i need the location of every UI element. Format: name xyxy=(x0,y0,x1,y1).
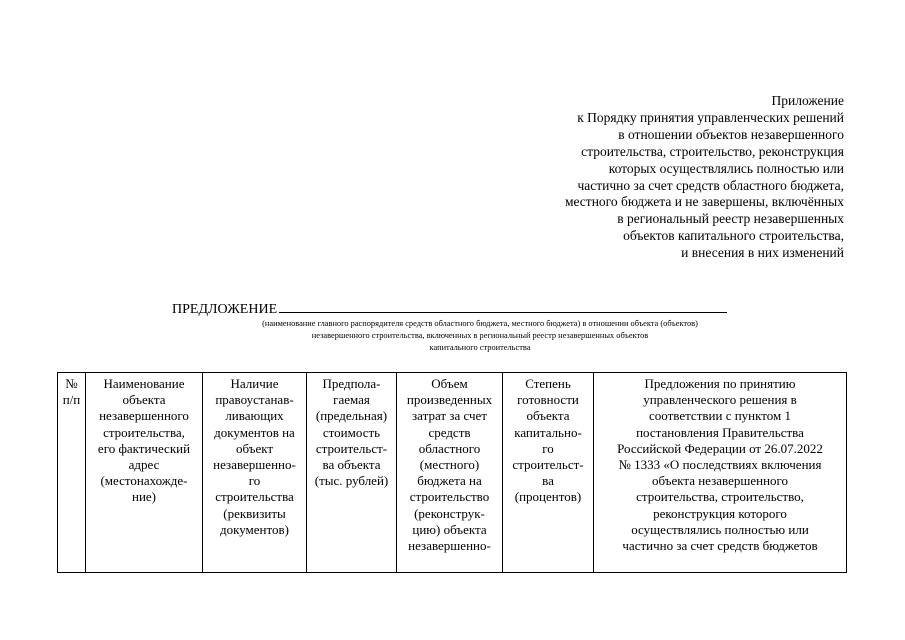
header-text-line: Российской Федерации от 26.07.2022 xyxy=(617,440,823,456)
header-text-line: объекта xyxy=(526,408,570,424)
header-text-line: строительства, строительство, xyxy=(636,489,804,505)
header-text-line: Степень xyxy=(525,376,571,391)
column-header-documents xyxy=(203,373,307,573)
header-text-line: ливающих xyxy=(225,408,284,424)
header-text-line: объекта xyxy=(122,392,166,408)
appendix-line: частично за счет средств областного бюджета, xyxy=(577,177,844,193)
header-text-line: (тыс. рублей) xyxy=(314,473,389,489)
header-text-line: объекта незавершенного xyxy=(651,473,789,489)
header-text-line: строительст- xyxy=(512,457,584,473)
proposal-fill-line xyxy=(279,299,727,313)
proposal-title: ПРЕДЛОЖЕНИЕ xyxy=(172,302,278,317)
column-header-number xyxy=(58,373,86,573)
header-text-line: Наименование xyxy=(103,376,185,391)
column-header-costs-incurred xyxy=(397,373,503,573)
header-text-line: Объем xyxy=(431,376,468,391)
header-text-line: строительст- xyxy=(315,440,388,456)
header-text-line: средств xyxy=(428,424,471,440)
header-text-line: реконструкция которого xyxy=(653,505,787,521)
header-text-line: незавершенного xyxy=(99,408,189,424)
header-text-line: произведенных xyxy=(406,392,493,408)
header-text-line: частично за счет средств бюджетов xyxy=(622,538,818,554)
header-text-line: № xyxy=(65,376,78,391)
appendix-line: к Порядку принятия управленческих решений xyxy=(577,109,844,125)
header-text-line: гаемая xyxy=(333,392,370,408)
proposal-caption xyxy=(150,318,810,354)
appendix-header xyxy=(504,93,844,262)
header-text-line: стоимость xyxy=(322,424,381,440)
header-text-line: (реконструк- xyxy=(414,505,485,521)
header-text-line: документов) xyxy=(219,521,289,537)
header-text-line: Предпола- xyxy=(322,376,381,391)
header-text-line: соответствии с пунктом 1 xyxy=(648,408,792,424)
header-text-line: незавершенно- xyxy=(408,538,491,554)
header-text-line: ва объекта xyxy=(322,457,381,473)
appendix-line: в отношении объектов незавершенного xyxy=(618,126,844,142)
header-text-line: документов на xyxy=(214,424,295,440)
header-text-line: цию) объекта xyxy=(412,521,487,537)
header-text-line: объект xyxy=(235,440,274,456)
appendix-line: строительства, строительство, реконструкция xyxy=(581,143,844,159)
header-text-line: его фактический xyxy=(97,440,191,456)
header-text-line: строительство xyxy=(409,489,490,505)
header-text-line: строительства, xyxy=(103,424,185,440)
header-text-line: осуществлялись полностью или xyxy=(631,521,809,537)
header-text-line: Наличие xyxy=(230,376,279,391)
header-text-line: п/п xyxy=(62,392,81,408)
header-text-line: (реквизиты xyxy=(223,505,286,521)
header-text-line: строительства xyxy=(215,489,294,505)
column-header-proposals xyxy=(594,373,847,573)
header-text-line: (предельная) xyxy=(315,408,388,424)
appendix-line: в региональный реестр незавершенных xyxy=(617,211,844,227)
table-header-row xyxy=(58,373,847,573)
appendix-line: и внесения в них изменений xyxy=(681,245,844,261)
header-text-line: Предложения по принятию xyxy=(644,376,796,391)
header-text-line: № 1333 «О последствиях включения xyxy=(618,457,822,473)
header-text-line: постановления Правительства xyxy=(636,424,804,440)
header-text-line: затрат за счет xyxy=(412,408,487,424)
header-text-line: готовности xyxy=(517,392,579,408)
header-text-line: (процентов) xyxy=(514,489,582,505)
caption-line: (наименование главного распорядителя средств областного бюджета, местного бюджета) в отношении объекта (объектов) xyxy=(262,319,698,328)
appendix-line: которых осуществлялись полностью или xyxy=(608,160,844,176)
header-text-line: адрес xyxy=(128,457,160,473)
header-text-line: незавершенно- xyxy=(213,457,296,473)
caption-line: незавершенного строительства, включенных в региональный реестр незавершенных объектов xyxy=(311,331,649,340)
header-text-line: ние) xyxy=(131,489,156,505)
appendix-line: местного бюджета и не завершены, включённых xyxy=(564,194,844,210)
header-text-line: ва xyxy=(542,473,554,489)
header-text-line: правоустанав- xyxy=(215,392,294,408)
appendix-line: объектов капитального строительства, xyxy=(623,228,844,244)
appendix-line: Приложение xyxy=(771,93,844,108)
proposal-heading xyxy=(172,299,727,318)
header-text-line: управленческого решения в xyxy=(643,392,797,408)
header-text-line: го xyxy=(542,440,554,456)
header-text-line: областного xyxy=(418,440,481,456)
header-text-line: капитально- xyxy=(514,424,582,440)
column-header-completion-degree xyxy=(503,373,594,573)
header-text-line: (местонахожде- xyxy=(100,473,188,489)
header-text-line: бюджета на xyxy=(417,473,482,489)
caption-line: капитального строительства xyxy=(429,343,531,352)
header-text-line: го xyxy=(248,473,261,489)
column-header-estimated-cost xyxy=(307,373,397,573)
proposal-table xyxy=(57,372,847,573)
header-text-line: (местного) xyxy=(419,457,480,473)
column-header-object-name xyxy=(86,373,203,573)
